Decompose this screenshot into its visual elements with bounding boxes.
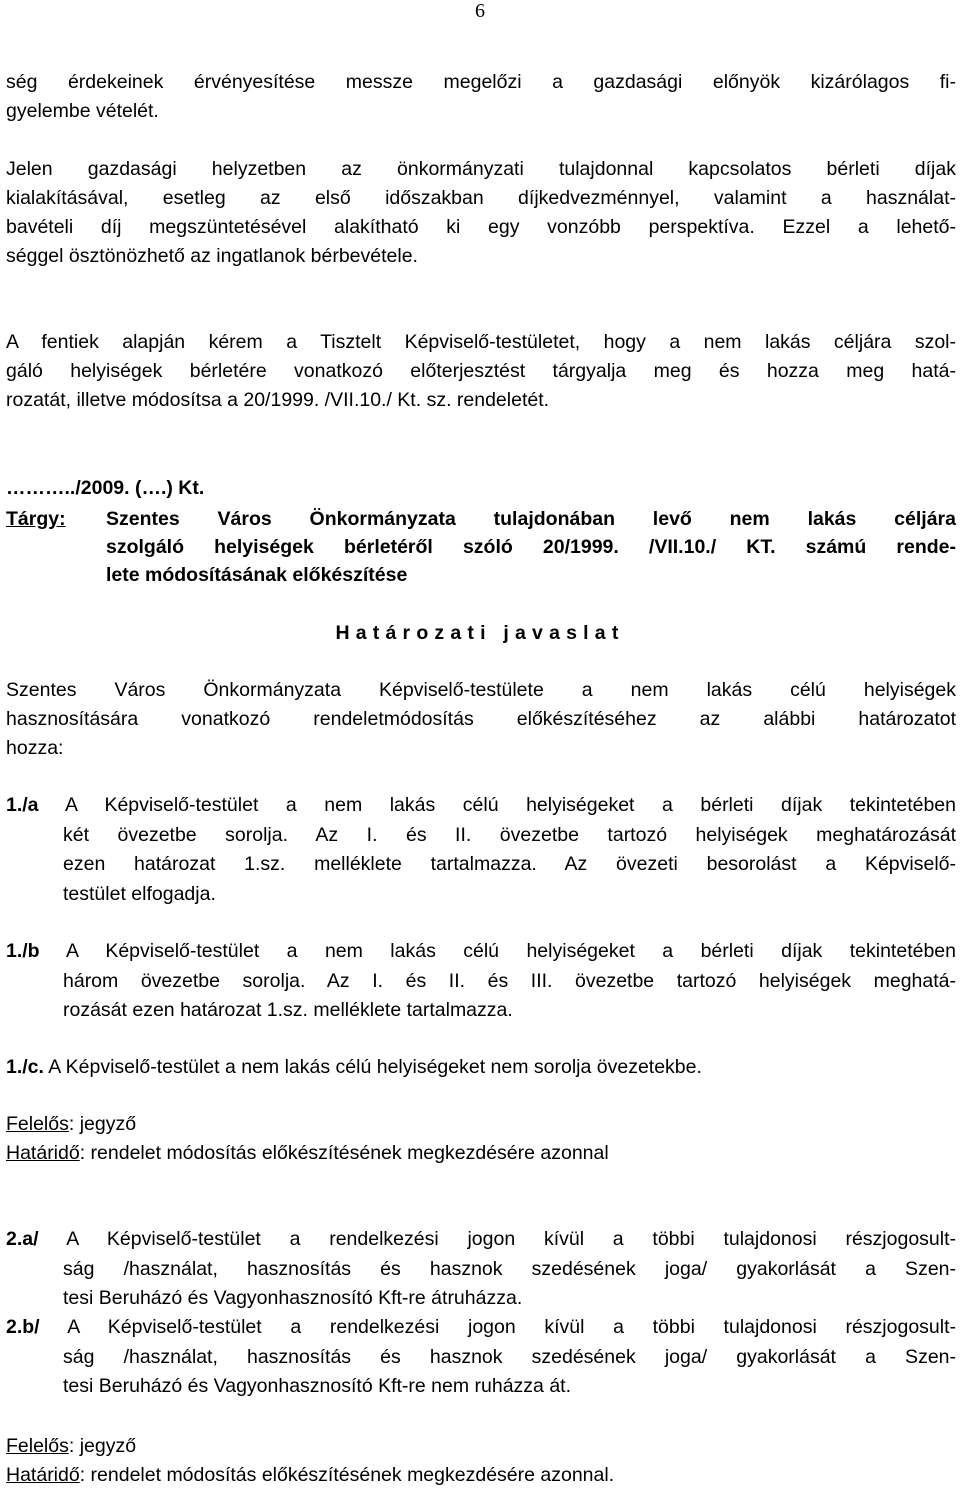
text-line: A Képviselő-testület a nem lakás célú helyiségeket a bérleti díjak tekintetében (64, 794, 956, 816)
paragraph-2 (6, 155, 956, 271)
text-line: hozza: (6, 737, 64, 759)
resolution-item-1c (6, 1053, 956, 1083)
responsibility-block-2 (6, 1432, 956, 1490)
resolution-number: ………../2009. (….) Kt. (6, 477, 205, 499)
paragraph-1 (6, 68, 956, 126)
text-line: tesi Beruházó és Vagyonhasznosító Kft-re átruházza. (63, 1287, 523, 1309)
item-number: 2.b/ (6, 1316, 40, 1338)
text-line: ség érdekeinek érvényesítése messze megelőzi a gazdasági előnyök kizárólagos fi- (6, 71, 956, 93)
text-line: három övezetbe sorolja. Az I. és II. és III. övezetbe tartozó helyiségek meghatá- (63, 969, 956, 992)
felelos-value: : jegyző (68, 1435, 137, 1457)
page-number: 6 (475, 0, 485, 22)
text-line: kialakításával, esetleg az első időszakban díjkedvezménnyel, valamint a használat- (6, 187, 956, 209)
text-line: gáló helyiségek bérletére vonatkozó előterjesztést tárgyalja meg és hozza meg hatá- (6, 360, 956, 382)
subject-line: Szentes Város Önkormányzata tulajdonában levő nem lakás céljára (106, 508, 956, 530)
text-line: A Képviselő-testület a nem lakás célú helyiségeket nem sorolja övezetekbe. (48, 1056, 702, 1078)
felelos-label: Felelős (6, 1113, 69, 1135)
felelos-value: : jegyző (68, 1113, 137, 1135)
text-line: ezen határozat 1.sz. melléklete tartalmazza. Az övezeti besorolást a Képviselő- (63, 853, 956, 875)
item-number: 2.a/ (6, 1228, 39, 1250)
text-line: A fentiek alapján kérem a Tisztelt Képviselő-testületet, hogy a nem lakás céljára szol- (6, 331, 956, 353)
item-number: 1./a (6, 794, 39, 816)
hatarido-label: Határidő (6, 1142, 80, 1164)
text-line: bavételi díj megszüntetésével alakítható ki egy vonzóbb perspektíva. Ezzel a lehető- (6, 216, 956, 238)
paragraph-3 (6, 328, 956, 415)
hatarido-value: : rendelet módosítás előkészítésének megkezdésére azonnal (79, 1142, 609, 1164)
text-line: ság /használat, hasznosítás és hasznok szedésének joga/ gyakorlását a Szen- (63, 1345, 956, 1368)
intro-paragraph (6, 676, 956, 763)
text-line: A Képviselő-testület a rendelkezési jogon kívül a többi tulajdonosi részjogosult- (66, 1228, 956, 1250)
text-line: gyelembe vételét. (6, 100, 159, 122)
item-number: 1./b (6, 940, 40, 962)
resolution-item-1a (6, 791, 956, 909)
text-line: két övezetbe sorolja. Az I. és II. övezetbe tartozó helyiségek meghatározását (63, 823, 956, 846)
text-line: ság /használat, hasznosítás és hasznok szedésének joga/ gyakorlását a Szen- (63, 1257, 956, 1280)
subject-label: Tárgy: (6, 508, 66, 530)
text-line: rozását ezen határozat 1.sz. melléklete tartalmazza. (63, 999, 513, 1021)
text-line: Szentes Város Önkormányzata Képviselő-testülete a nem lakás célú helyiségek (6, 679, 956, 701)
subject-line: lete módosításának előkészítése (106, 564, 408, 586)
text-line: Jelen gazdasági helyzetben az önkormányzati tulajdonnal kapcsolatos bérleti díjak (6, 158, 956, 180)
text-line: rozatát, illetve módosítsa a 20/1999. /VII.10./ Kt. sz. rendeletét. (6, 389, 550, 411)
text-line: A Képviselő-testület a rendelkezési jogon kívül a többi tulajdonosi részjogosult- (67, 1316, 956, 1338)
hatarido-label: Határidő (6, 1464, 80, 1486)
text-line: hasznosítására vonatkozó rendeletmódosítás előkészítéséhez az alábbi határozatot (6, 708, 956, 730)
hatarido-value: : rendelet módosítás előkészítésének megkezdésére azonnal. (79, 1464, 615, 1486)
item-number: 1./c. (6, 1056, 44, 1078)
resolution-item-2b (6, 1313, 956, 1402)
felelos-label: Felelős (6, 1435, 69, 1457)
responsibility-block-1 (6, 1110, 956, 1168)
subject-block (6, 505, 956, 589)
text-line: tesi Beruházó és Vagyonhasznosító Kft-re nem ruházza át. (63, 1375, 571, 1397)
subject-line: szolgáló helyiségek bérletéről szóló 20/1999. /VII.10./ KT. számú rende- (106, 536, 956, 558)
text-line: A Képviselő-testület a nem lakás célú helyiségeket a bérleti díjak tekintetében (65, 940, 956, 962)
resolution-item-1b (6, 937, 956, 1026)
resolution-item-2a (6, 1225, 956, 1314)
text-line: testület elfogadja. (63, 882, 216, 905)
proposal-title: Határozati javaslat (335, 622, 625, 644)
text-line: séggel ösztönözhető az ingatlanok bérbevétele. (6, 245, 418, 267)
